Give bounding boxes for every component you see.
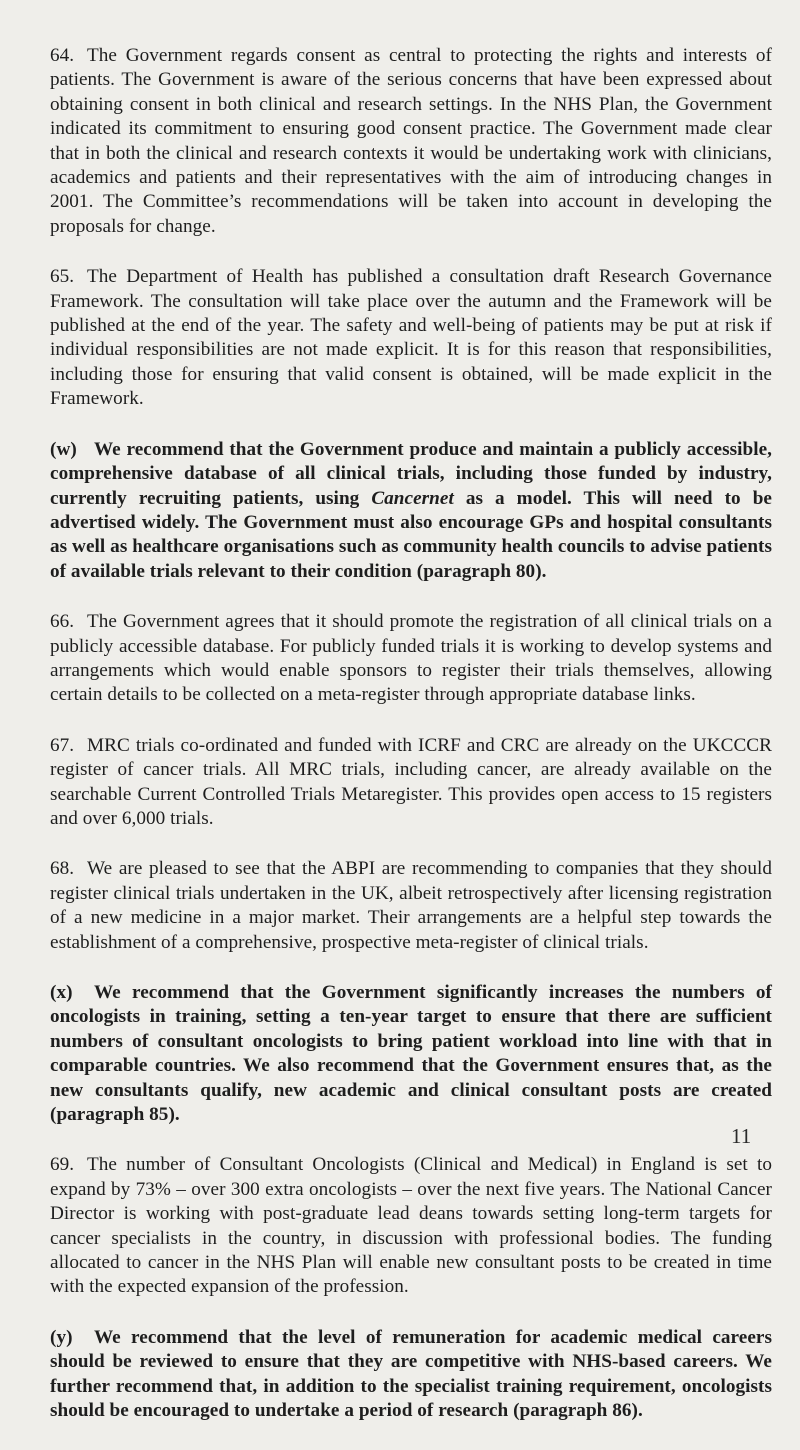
paragraph-text: The Department of Health has published a consultation draft Research Governance Framework. The consultation will take place over the autumn and the Framework will be published at the end of the year. The safety and well-being of patients may be put at risk if individual responsibilities are not made explicit. It is for this reason that responsibilities, including those for ensuring that valid consent is obtained, will be made explicit in the Framework. [50,266,772,410]
paragraph-text: We are pleased to see that the ABPI are recommending to companies that they should register clinical trials undertaken in the UK, albeit retrospectively after licensing registration of a new medicine in a major market. Their arrangements are a helpful step towards the establishment of a comprehensive, prospective meta-register of clinical trials. [50,858,772,953]
paragraph-number: 65. [50,266,75,288]
recommendation-text: We recommend that the level of remuneration for academic medical careers should be reviewed to ensure that they are competitive with NHS-based careers. We further recommend that, in addition to the specialist training requirement, oncologists should be encouraged to undertake a period of research (paragraph 86). [50,1326,772,1422]
recommendation-text: We recommend that the Government significantly increases the numbers of oncologists in training, setting a ten-year target to ensure that there are sufficient numbers of consultant oncologists to bring patient workload into line with that in comparable countries. We also recommend that the Government ensures that, as the new consultants qualify, new academic and clinical consultant posts are created (paragraph 85). [50,982,772,1126]
paragraph-text: The number of Consultant Oncologists (Clinical and Medical) in England is set to expand by 73% – over 300 extra oncologists – over the next five years. The National Cancer Director is working with post-graduate lead deans towards setting long-term targets for cancer specialists in the country, in discussion with professional bodies. The funding allocated to cancer in the NHS Plan will enable new consultant posts to be created in time with the expected expansion of the profession. [50,1154,772,1298]
paragraph-text: The Government agrees that it should promote the registration of all clinical trials on a publicly accessible database. For publicly funded trials it is working to develop systems and arrangements which would enable sponsors to register their trials themselves, allowing certain details to be collected on a meta-register through appropriate database links. [50,611,772,706]
recommendation-text-end: as a model. This will need to be advertised widely. The Government must also encourage GPs and hospital consultants as well as healthcare organisations such as community health councils to advise patients of available trials relevant to their condition (paragraph 80). [50,487,772,582]
recommendation-y [50,1326,772,1424]
paragraph-65 [50,265,772,411]
page-number: 11 [731,1124,752,1148]
paragraph-number: 64. [50,45,75,66]
recommendation-label: (x) [50,982,73,1003]
recommendation-label: (w) [50,438,77,460]
paragraph-67 [50,734,772,832]
recommendation-italic-term: Cancernet [371,487,454,509]
recommendation-x [50,981,772,1127]
paragraph-text: The Government regards consent as central to protecting the rights and interests of patients. The Government is aware of the serious concerns that have been expressed about obtaining consent in both clinical and research settings. In the NHS Plan, the Government indicated its commitment to ensuring good consent practice. The Government made clear that in both the clinical and research contexts it would be undertaking work with clinicians, academics and patients and their representatives with the aim of introducing changes in 2001. The Committee’s recommendations will be taken into account in developing the proposals for change. [50,45,772,237]
paragraph-69 [50,1153,772,1299]
recommendation-label: (y) [50,1326,73,1348]
paragraph-number: 68. [50,858,75,880]
paragraph-text: MRC trials co-ordinated and funded with ICRF and CRC are already on the UKCCCR register of cancer trials. All MRC trials, including cancer, are already available on the searchable Current Controlled Trials Metaregister. This provides open access to 15 registers and over 6,000 trials. [50,734,772,829]
recommendation-w [50,438,772,584]
document-page [50,44,772,1450]
paragraph-66 [50,610,772,708]
paragraph-number: 67. [50,734,75,756]
paragraph-number: 69. [50,1154,75,1176]
paragraph-64 [50,44,772,239]
paragraph-number: 66. [50,611,75,633]
paragraph-68 [50,857,772,955]
recommendation-text-start: We recommend that the Government produce and maintain a publicly accessible, comprehensive database of all clinical trials, including those funded by industry, currently recruiting patients, using [50,438,772,509]
